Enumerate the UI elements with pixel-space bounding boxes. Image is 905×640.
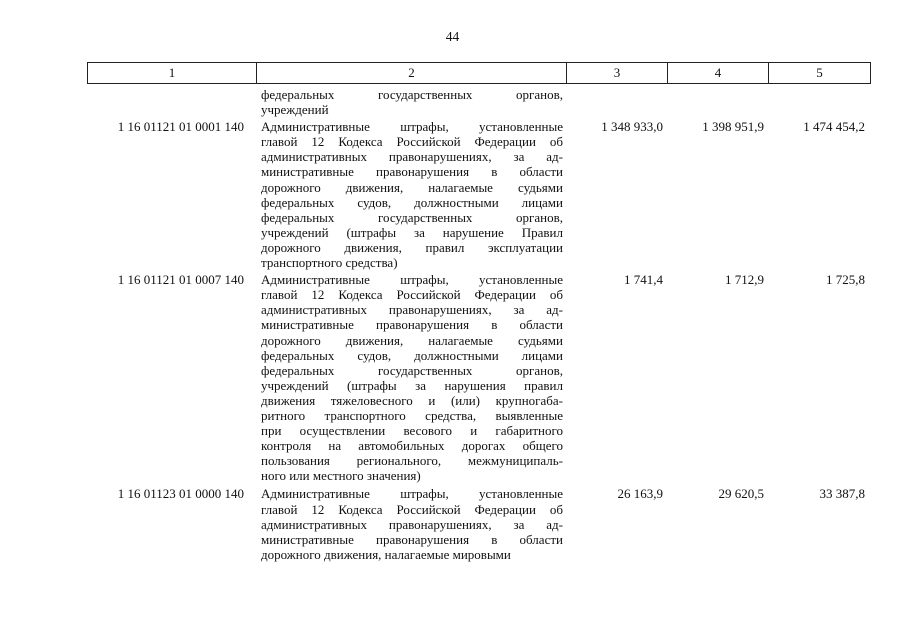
description [255, 87, 563, 117]
table-row [87, 119, 865, 270]
description-line: учреждений [261, 102, 329, 118]
description-line: административных правонарушениях, за ад- [261, 149, 563, 165]
value-col-4: 1 712,9 [725, 272, 764, 288]
description-line: федеральных судов, должностными лицами [261, 194, 563, 210]
description-line: движения тяжеловесного и (или) крупногаба- [261, 392, 563, 408]
value-col-3: 1 348 933,0 [601, 119, 663, 135]
description-line: федеральных государственных органов, [261, 362, 563, 378]
budget-code [87, 87, 255, 117]
description-line: федеральных государственных органов, [261, 209, 563, 225]
description-line: главой 12 Кодекса Российской Федерации об [261, 287, 563, 303]
budget-code: 1 16 01123 01 0000 140 [117, 486, 244, 502]
description-line: административных правонарушениях, за ад- [261, 302, 563, 318]
description-line: дорожного движения, налагаемые судьями [261, 332, 563, 348]
table-body [87, 86, 865, 562]
description-line: Административные штрафы, установленные [261, 486, 563, 502]
description-line: при осуществлении весового и габаритного [261, 423, 563, 439]
description-line: дорожного движения, налагаемые судьями [261, 179, 563, 195]
description-line: Административные штрафы, установленные [261, 119, 563, 135]
value-col-3 [563, 87, 663, 117]
description-line: контроля на автомобильных дорогах общего [261, 438, 563, 454]
description-line: главой 12 Кодекса Российской Федерации об [261, 501, 563, 517]
description-line: учреждений (штрафы за нарушение Правил [261, 224, 563, 240]
description-line: министративные правонарушения в области [261, 531, 563, 547]
description-line: административных правонарушениях, за ад- [261, 516, 563, 532]
description-line: федеральных государственных органов, [261, 87, 563, 102]
table-row [87, 87, 865, 117]
table-row [87, 272, 865, 483]
page-number: 44 [445, 29, 460, 44]
value-col-3: 26 163,9 [617, 486, 663, 502]
description-line: Административные штрафы, установленные [261, 272, 563, 288]
description-line: учреждений (штрафы за нарушения правил [261, 377, 563, 393]
description [255, 272, 563, 483]
budget-code: 1 16 01121 01 0007 140 [117, 272, 244, 288]
description-line: федеральных судов, должностными лицами [261, 347, 563, 363]
description [255, 119, 563, 270]
description [255, 486, 563, 561]
description-line: транспортного средства) [261, 255, 398, 271]
column-header-5: 5 [769, 63, 871, 84]
value-col-4: 29 620,5 [718, 486, 764, 502]
table-row [87, 486, 865, 561]
value-col-5: 1 725,8 [826, 272, 865, 288]
value-col-5: 33 387,8 [819, 486, 865, 502]
column-header-2: 2 [257, 63, 567, 84]
value-col-5: 1 474 454,2 [803, 119, 865, 135]
column-header-1: 1 [88, 63, 257, 84]
description-line: ритного транспортного средства, выявленные [261, 407, 563, 423]
description-line: министративные правонарушения в области [261, 164, 563, 180]
value-col-3: 1 741,4 [624, 272, 663, 288]
description-line: дорожного движения, правил эксплуатации [261, 239, 563, 255]
value-col-4: 1 398 951,9 [702, 119, 764, 135]
column-header-4: 4 [668, 63, 769, 84]
description-line: дорожного движения, налагаемые мировыми [261, 546, 511, 562]
value-col-4 [663, 87, 764, 117]
value-col-5 [764, 87, 865, 117]
description-line: главой 12 Кодекса Российской Федерации об [261, 134, 563, 150]
column-header-3: 3 [567, 63, 668, 84]
description-line: ного или местного значения) [261, 468, 421, 484]
budget-code: 1 16 01121 01 0001 140 [117, 119, 244, 135]
description-line: министративные правонарушения в области [261, 317, 563, 333]
column-header-row [87, 62, 871, 84]
description-line: пользования регионального, межмуниципаль- [261, 453, 563, 469]
